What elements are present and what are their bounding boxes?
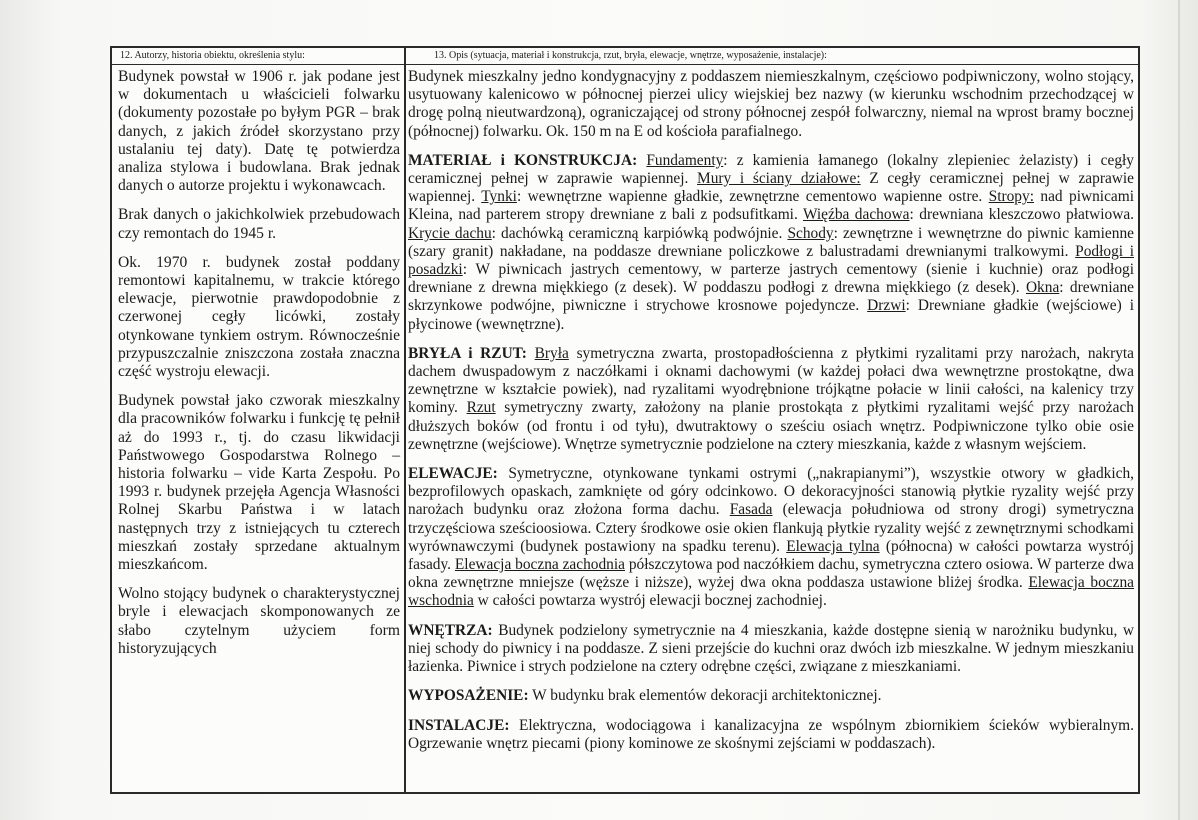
description-intro: Budynek mieszkalny jedno kondygnacyjny z poddaszem niemieszkalnym, częściowo podpiwniczony, wolno stojący, usytuowany kalenicowo w północnej pierzei ulicy wiejskiej bez nazwy (w kierunku wschodnim przechodzącej w drogę polną nieutwardzoną), ograniczającej od strony północnej zespół folwarczny, niemal na wprost bramy bocznej (północnej) folwarku. Ok. 150 m na E od kościoła parafialnego. bbox=[408, 68, 1134, 140]
elewacje-text-5: w całości powtarza wystrój elewacji bocznej zachodniej. bbox=[473, 592, 827, 610]
instalacje-section bbox=[408, 717, 1134, 753]
drzwi-term: Drzwi bbox=[867, 297, 906, 315]
history-paragraph-prewar: Brak danych o jakichkolwiek przebudowach czy remontach do 1945 r. bbox=[118, 206, 400, 242]
rzut-text: symetryczny zwarty, założony na planie prostokąta z płytkimi ryzalitami wejść przy narożach dłuższych boków (od frontu i od tyłu), dwutraktowy o sześciu osiach wnętrz. Podpiwniczone tylko obie osie zewnętrzne (wejściowe). Wnętrze symetrycznie podzielone na cztery mieszkania, każde z własnym wejściem. bbox=[408, 399, 1134, 453]
wiezba-term: Więźba dachowa bbox=[802, 206, 910, 224]
fundamenty-term: Fundamenty bbox=[646, 151, 724, 169]
header-rule-right bbox=[406, 64, 1138, 65]
fundamenty-text: : z kamienia łamanego (lokalny zlepieniec żelazisty) i cegły ceramicznej pełnej w zaprawie wapiennej. bbox=[408, 151, 1134, 188]
wyposazenie-text: W budynku brak elementów dekoracji architektonicznej. bbox=[528, 687, 882, 705]
elewacja-wschodnia-term: Elewacja boczna wschodnia bbox=[408, 574, 1134, 610]
history-paragraph-style: Wolno stojący budynek o charakterystycznej bryle i elewacjach skomponowanych ze słabo czytelnym użyciem form historyzujących bbox=[118, 585, 400, 657]
header-rule-left bbox=[112, 64, 404, 65]
wyposazenie-section bbox=[408, 687, 1134, 705]
page-edge bbox=[1178, 0, 1180, 820]
elewacje-section bbox=[408, 465, 1134, 611]
section-13-header: 13. Opis (sytuacja, materiał i konstrukcja, rzut, bryła, elewacje, wnętrze, wyposażenie, instalacje): bbox=[434, 50, 827, 61]
wiezba-text: : drewniana kleszczowo płatwiowa. bbox=[909, 206, 1134, 224]
column-divider bbox=[404, 48, 406, 792]
elewacje-text-3: (północna) w całości powtarza wystrój fasady. bbox=[408, 537, 1134, 574]
history-paragraph-renovation: Ok. 1970 r. budynek został poddany remontowi kapitalnemu, w trakcie którego elewacje, pierwotnie prawdopodobnie z czerwonej cegły licówki, zostały otynkowane tynkiem ostrym. Równocześnie przypuszczalnie zniszczona została znaczna część wystroju elewacji. bbox=[118, 253, 400, 381]
schody-term: Schody bbox=[787, 224, 834, 242]
tynki-term: Tynki bbox=[481, 188, 517, 206]
form-table bbox=[110, 46, 1140, 794]
description-column bbox=[408, 68, 1134, 764]
wnetrza-section bbox=[408, 622, 1134, 677]
material-label: MATERIAŁ i KONSTRUKCJA: bbox=[408, 151, 638, 169]
mury-text: Z cegły ceramicznej pełnej w zaprawie wapiennej. bbox=[408, 170, 1134, 206]
okna-text: : drewniane skrzynkowe podwójne, piwniczne i strychowe krosnowe pojedyncze. bbox=[408, 279, 1134, 315]
elewacja-tylna-term: Elewacja tylna bbox=[786, 537, 880, 555]
stropy-term: Stropy: bbox=[988, 188, 1034, 206]
wnetrza-text: Budynek podzielony symetrycznie na 4 mieszkania, każde dostępne sienią w narożniku budynku, w niej schody do piwnicy i na poddasze. Z sieni przejście do kuchni oraz dwóch izb mieszkalne. W jednym mieszkaniu łazienka. Piwnice i strych podzielone na cztery odrębne części, związane z mieszkaniami. bbox=[408, 621, 1134, 676]
elewacja-zachodnia-term: Elewacja boczna zachodnia bbox=[454, 556, 625, 574]
podlogi-text: : W piwnicach jastrych cementowy, w parterze jastrych cementowy (sienie i kuchnie) oraz podłogi drewniane z drewna miękkiego (z desek). W poddaszu podłogi z drewna miękkiego (z desek). bbox=[408, 261, 1134, 297]
elewacje-label: ELEWACJE: bbox=[408, 465, 498, 483]
krycie-text: : dachówką ceramiczną karpiówką podwójnie. bbox=[491, 224, 783, 242]
bryla-section bbox=[408, 345, 1134, 454]
history-paragraph-construction: Budynek powstał w 1906 r. jak podane jest w dokumentach u właścicieli folwarku (dokumenty pozostałe po byłym PGR – brak danych, z jakich źródeł skorzystano przy ustalaniu tej daty). Datę tę potwierdza analiza stylowa i budowlana. Brak jednak danych o autorze projektu i wykonawcach. bbox=[118, 68, 400, 195]
elewacje-text-1: Symetryczne, otynkowane tynkami ostrymi („nakrapianymi”), wszystkie otwory w gładkich, bezprofilowych opaskach, zamknięte od góry odcinkowo. O dekoracyjności stanowią płytkie ryzality wejść przy narożach budynku oraz złożona forma dachu. bbox=[408, 465, 1134, 519]
tynki-text: : wewnętrzne wapienne gładkie, zewnętrzne cementowo wapienne ostre. bbox=[516, 188, 983, 206]
elewacje-text-2: (elewacja południowa od strony drogi) symetryczna trzyczęściowa sześcioosiowa. Cztery środkowe osie okien flankują płytkie ryzality wejść z zewnętrznymi schodkami wyrównawczymi (budynek postawiony na spadku terenu). bbox=[408, 501, 1134, 555]
wyposazenie-label: WYPOSAŻENIE: bbox=[408, 687, 529, 705]
instalacje-text: Elektryczna, wodociągowa i kanalizacyjna ze wspólnym zbiornikiem ścieków wybieralnym. Ogrzewanie wnętrz piecami (piony kominowe ze skośnymi zejściami w poddaszach). bbox=[408, 716, 1134, 752]
bryla-label: BRYŁA i RZUT: bbox=[408, 344, 527, 362]
bryla-text: symetryczna zwarta, prostopadłościenna z płytkimi ryzalitami przy narożach, nakryta dachem dwuspadowym z naczółkami i oknami dachowymi (w każdej połaci dwa wewnętrzne prostokątne, dwa zewnętrzne w kształcie powiek), nad ryzalitami wyodrębnione trójkątne połacie w linii całości, na kalenicy trzy kominy. bbox=[408, 344, 1134, 417]
section-12-header: 12. Autorzy, historia obiektu, określenia stylu: bbox=[120, 50, 305, 61]
instalacje-label: INSTALACJE: bbox=[408, 716, 510, 734]
stropy-text: nad piwnicami Kleina, nad parterem stropy drewniane z bali z podsufitkami. bbox=[408, 188, 1134, 224]
drzwi-text: : Drewniane gładkie (wejściowe) i płycinowe (wewnętrzne). bbox=[408, 297, 1134, 333]
schody-text: : zewnętrzne i wewnętrzne do piwnic kamienne (szary granit) nakładane, na poddasze drewniane policzkowe z balustradami drewnianymi tralkowymi. bbox=[408, 224, 1134, 260]
wnetrza-label: WNĘTRZA: bbox=[408, 621, 493, 639]
elewacje-text-4: półszczytowa pod naczółkiem dachu, symetryczna cztero osiowa. W parterze dwa okna zewnętrzne mniejsze (węższe i niższe), wyżej dwa okna poddasza ustawione bliżej środka. bbox=[408, 556, 1134, 592]
fasada-term: Fasada bbox=[729, 501, 773, 519]
okna-term: Okna bbox=[1025, 279, 1060, 297]
podlogi-term: Podłogi i posadzki bbox=[408, 242, 1134, 279]
material-section bbox=[408, 152, 1134, 334]
history-column bbox=[118, 68, 400, 669]
krycie-term: Krycie dachu bbox=[408, 224, 492, 242]
rzut-term: Rzut bbox=[466, 399, 496, 417]
history-paragraph-function: Budynek powstał jako czworak mieszkalny dla pracowników folwarku i funkcję tę pełnił aż do 1993 r., tj. do czasu likwidacji Państwowego Gospodarstwa Rolnego – historia folwarku – vide Karta Zespołu. Po 1993 r. budynek przejęła Agencja Własności Rolnej Skarbu Państwa i w latach następnych trzy z istniejących tu czterech mieszkań zostały sprzedane aktualnym mieszkańcom. bbox=[118, 392, 400, 574]
mury-term: Mury i ściany działowe: bbox=[697, 170, 861, 188]
bryla-term: Bryła bbox=[534, 344, 569, 362]
